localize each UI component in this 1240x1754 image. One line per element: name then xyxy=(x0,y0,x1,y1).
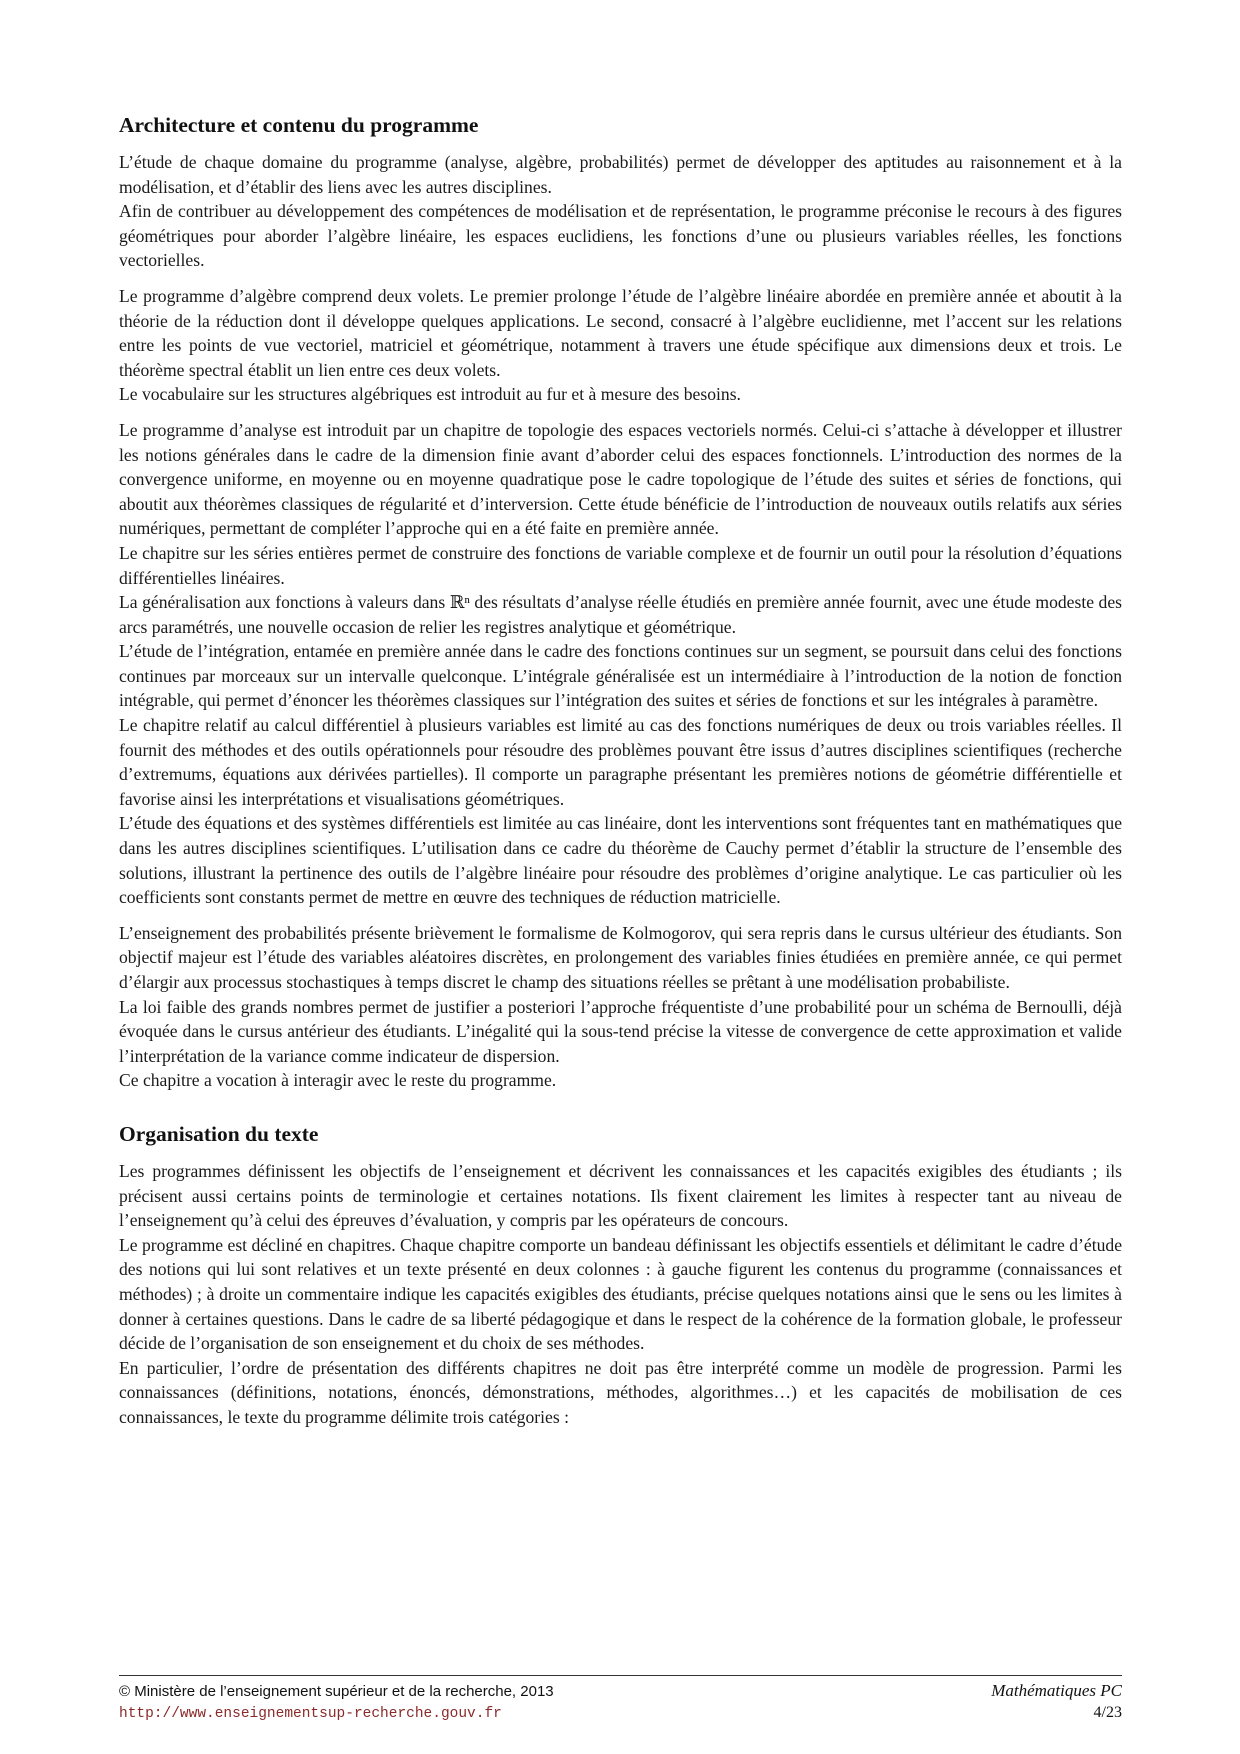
subject-label: Mathématiques PC xyxy=(991,1681,1122,1700)
page-number: 4/23 xyxy=(1093,1704,1122,1721)
paragraph: Les programmes définissent les objectifs de l’enseignement et décrivent les connaissances et les capacités exigibles des étudiants ; ils précisent aussi certains points de terminologie et certaines notations. Ils fixent clairement les limites à respecter tant au niveau de l’enseignement qu’à celui des épreuves d’évaluation, y compris par les opérateurs de concours. xyxy=(119,1160,1122,1231)
section-organisation xyxy=(119,1121,1122,1430)
document-body xyxy=(119,112,1122,1430)
paragraph: L’enseignement des probabilités présente brièvement le formalisme de Kolmogorov, qui sera repris dans le cursus ultérieur des étudiants. Son objectif majeur est l’étude des variables aléatoires discrètes, en prolongement des variables finies étudiées en première année, ce qui permet d’élargir aux processus stochastiques à temps discret le champ des situations réelles se prêtant à une modélisation probabiliste. xyxy=(119,922,1122,992)
paragraph: Afin de contribuer au développement des compétences de modélisation et de représentation, le programme préconise le recours à des figures géométriques pour aborder l’algèbre linéaire, les espaces euclidiens, les fonctions d’une ou plusieurs variables réelles, les fonctions vectorielles. xyxy=(119,201,1122,271)
paragraph: L’étude des équations et des systèmes différentiels est limitée au cas linéaire, dont les interventions sont fréquentes tant en mathématiques que dans les autres disciplines scientifiques. L’utilisation dans ce cadre du théorème de Cauchy permet d’établir la structure de l’ensemble des solutions, illustrant la pertinence des outils de l’algèbre linéaire pour résoudre des problèmes d’origine analytique. Le cas particulier où les coefficients sont constants permet de mettre en œuvre des techniques de réduction matricielle. xyxy=(119,813,1122,908)
paragraph: Le programme d’algèbre comprend deux volets. Le premier prolonge l’étude de l’algèbre linéaire abordée en première année et aboutit à la théorie de la réduction dont il développe quelques applications. Le second, consacré à l’algèbre euclidienne, met l’accent sur les relations entre les points de vue vectoriel, matriciel et géométrique, notamment à travers une étude spécifique aux dimensions deux et trois. Le théorème spectral établit un lien entre ces deux volets. xyxy=(119,285,1122,380)
paragraph: Le programme d’analyse est introduit par un chapitre de topologie des espaces vectoriels normés. Celui-ci s’attache à développer et illustrer les notions générales dans le cadre de la dimension finie avant d’aborder celui des espaces fonctionnels. L’introduction des normes de la convergence uniforme, en moyenne ou en moyenne quadratique pose le cadre topologique de l’étude des suites et séries de fonctions, qui aboutit aux théorèmes classiques de régularité et d’interversion. Cette étude bénéficie de l’introduction de nouveaux outils relatifs aux séries numériques, permettant de compléter l’approche qui en a été faite en première année. xyxy=(119,419,1122,539)
paragraph-list xyxy=(119,150,1122,1093)
paragraph: En particulier, l’ordre de présentation des différents chapitres ne doit pas être interprété comme un modèle de progression. Parmi les connaissances (définitions, notations, énoncés, démonstrations, méthodes, algorithmes…) et les capacités de mobilisation de ces connaissances, le texte du programme délimite trois catégories : xyxy=(119,1357,1122,1427)
paragraph: La généralisation aux fonctions à valeurs dans ℝⁿ des résultats d’analyse réelle étudiés en première année fournit, avec une étude modeste des arcs paramétrés, une nouvelle occasion de relier les registres analytique et géométrique. xyxy=(119,592,1122,637)
paragraph: Le chapitre relatif au calcul différentiel à plusieurs variables est limité au cas des fonctions numériques de deux ou trois variables réelles. Il fournit des méthodes et des outils opérationnels pour résoudre des problèmes pouvant être issus d’autres disciplines scientifiques (recherche d’extremums, équations aux dérivées partielles). Il comporte un paragraphe présentant les premières notions de géométrie différentielle et favorise ainsi les interprétations et visualisations géométriques. xyxy=(119,715,1122,809)
section-heading: Architecture et contenu du programme xyxy=(119,113,479,137)
paragraph: Ce chapitre a vocation à interagir avec le reste du programme. xyxy=(119,1070,557,1091)
paragraph: Le chapitre sur les séries entières permet de construire des fonctions de variable complexe et de fournir un outil pour la résolution d’équations différentielles linéaires. xyxy=(119,542,1122,588)
section-heading: Organisation du texte xyxy=(119,1121,319,1146)
paragraph: L’étude de chaque domaine du programme (analyse, algèbre, probabilités) permet de développer des aptitudes au raisonnement et à la modélisation, et d’établir des liens avec les autres disciplines. xyxy=(119,152,1122,197)
paragraph: L’étude de l’intégration, entamée en première année dans le cadre des fonctions continues sur un segment, se poursuit dans celui des fonctions continues par morceaux sur un intervalle quelconque. L’intégrale généralisée est un intermédiaire à l’introduction de la notion de fonction intégrable, qui permet d’énoncer les théorèmes classiques sur l’intégration des suites et séries de fonctions et sur les intégrales à paramètre. xyxy=(119,641,1122,711)
paragraph: La loi faible des grands nombres permet de justifier a posteriori l’approche fréquentiste d’une probabilité pour un schéma de Bernoulli, déjà évoquée dans le cursus antérieur des étudiants. L’inégalité qui la sous-tend précise la vitesse de convergence de cette approximation et valide l’interprétation de la variance comme indicateur de dispersion. xyxy=(119,996,1122,1066)
paragraph-list xyxy=(119,1159,1122,1430)
page-footer xyxy=(119,1675,1122,1722)
website-link[interactable]: http://www.enseignementsup-recherche.gouv.fr xyxy=(119,1706,502,1722)
paragraph: Le vocabulaire sur les structures algébriques est introduit au fur et à mesure des besoins. xyxy=(119,384,741,405)
paragraph: Le programme est décliné en chapitres. Chaque chapitre comporte un bandeau définissant les objectifs essentiels et délimitant le cadre d’étude des notions qui lui sont relatives et un texte présenté en deux colonnes : à gauche figurent les contenus du programme (connaissances et méthodes) ; à droite un commentaire indique les capacités exigibles des étudiants, précise quelques notations ainsi que le sens ou les limites à donner à certaines questions. Dans le cadre de sa liberté pédagogique et dans le respect de la cohérence de la formation globale, le professeur décide de l’organisation de son enseignement et du choix de ses méthodes. xyxy=(119,1234,1122,1354)
section-architecture xyxy=(119,112,1122,1093)
copyright-notice: © Ministère de l’enseignement supérieur et de la recherche, 2013 xyxy=(119,1683,554,1700)
